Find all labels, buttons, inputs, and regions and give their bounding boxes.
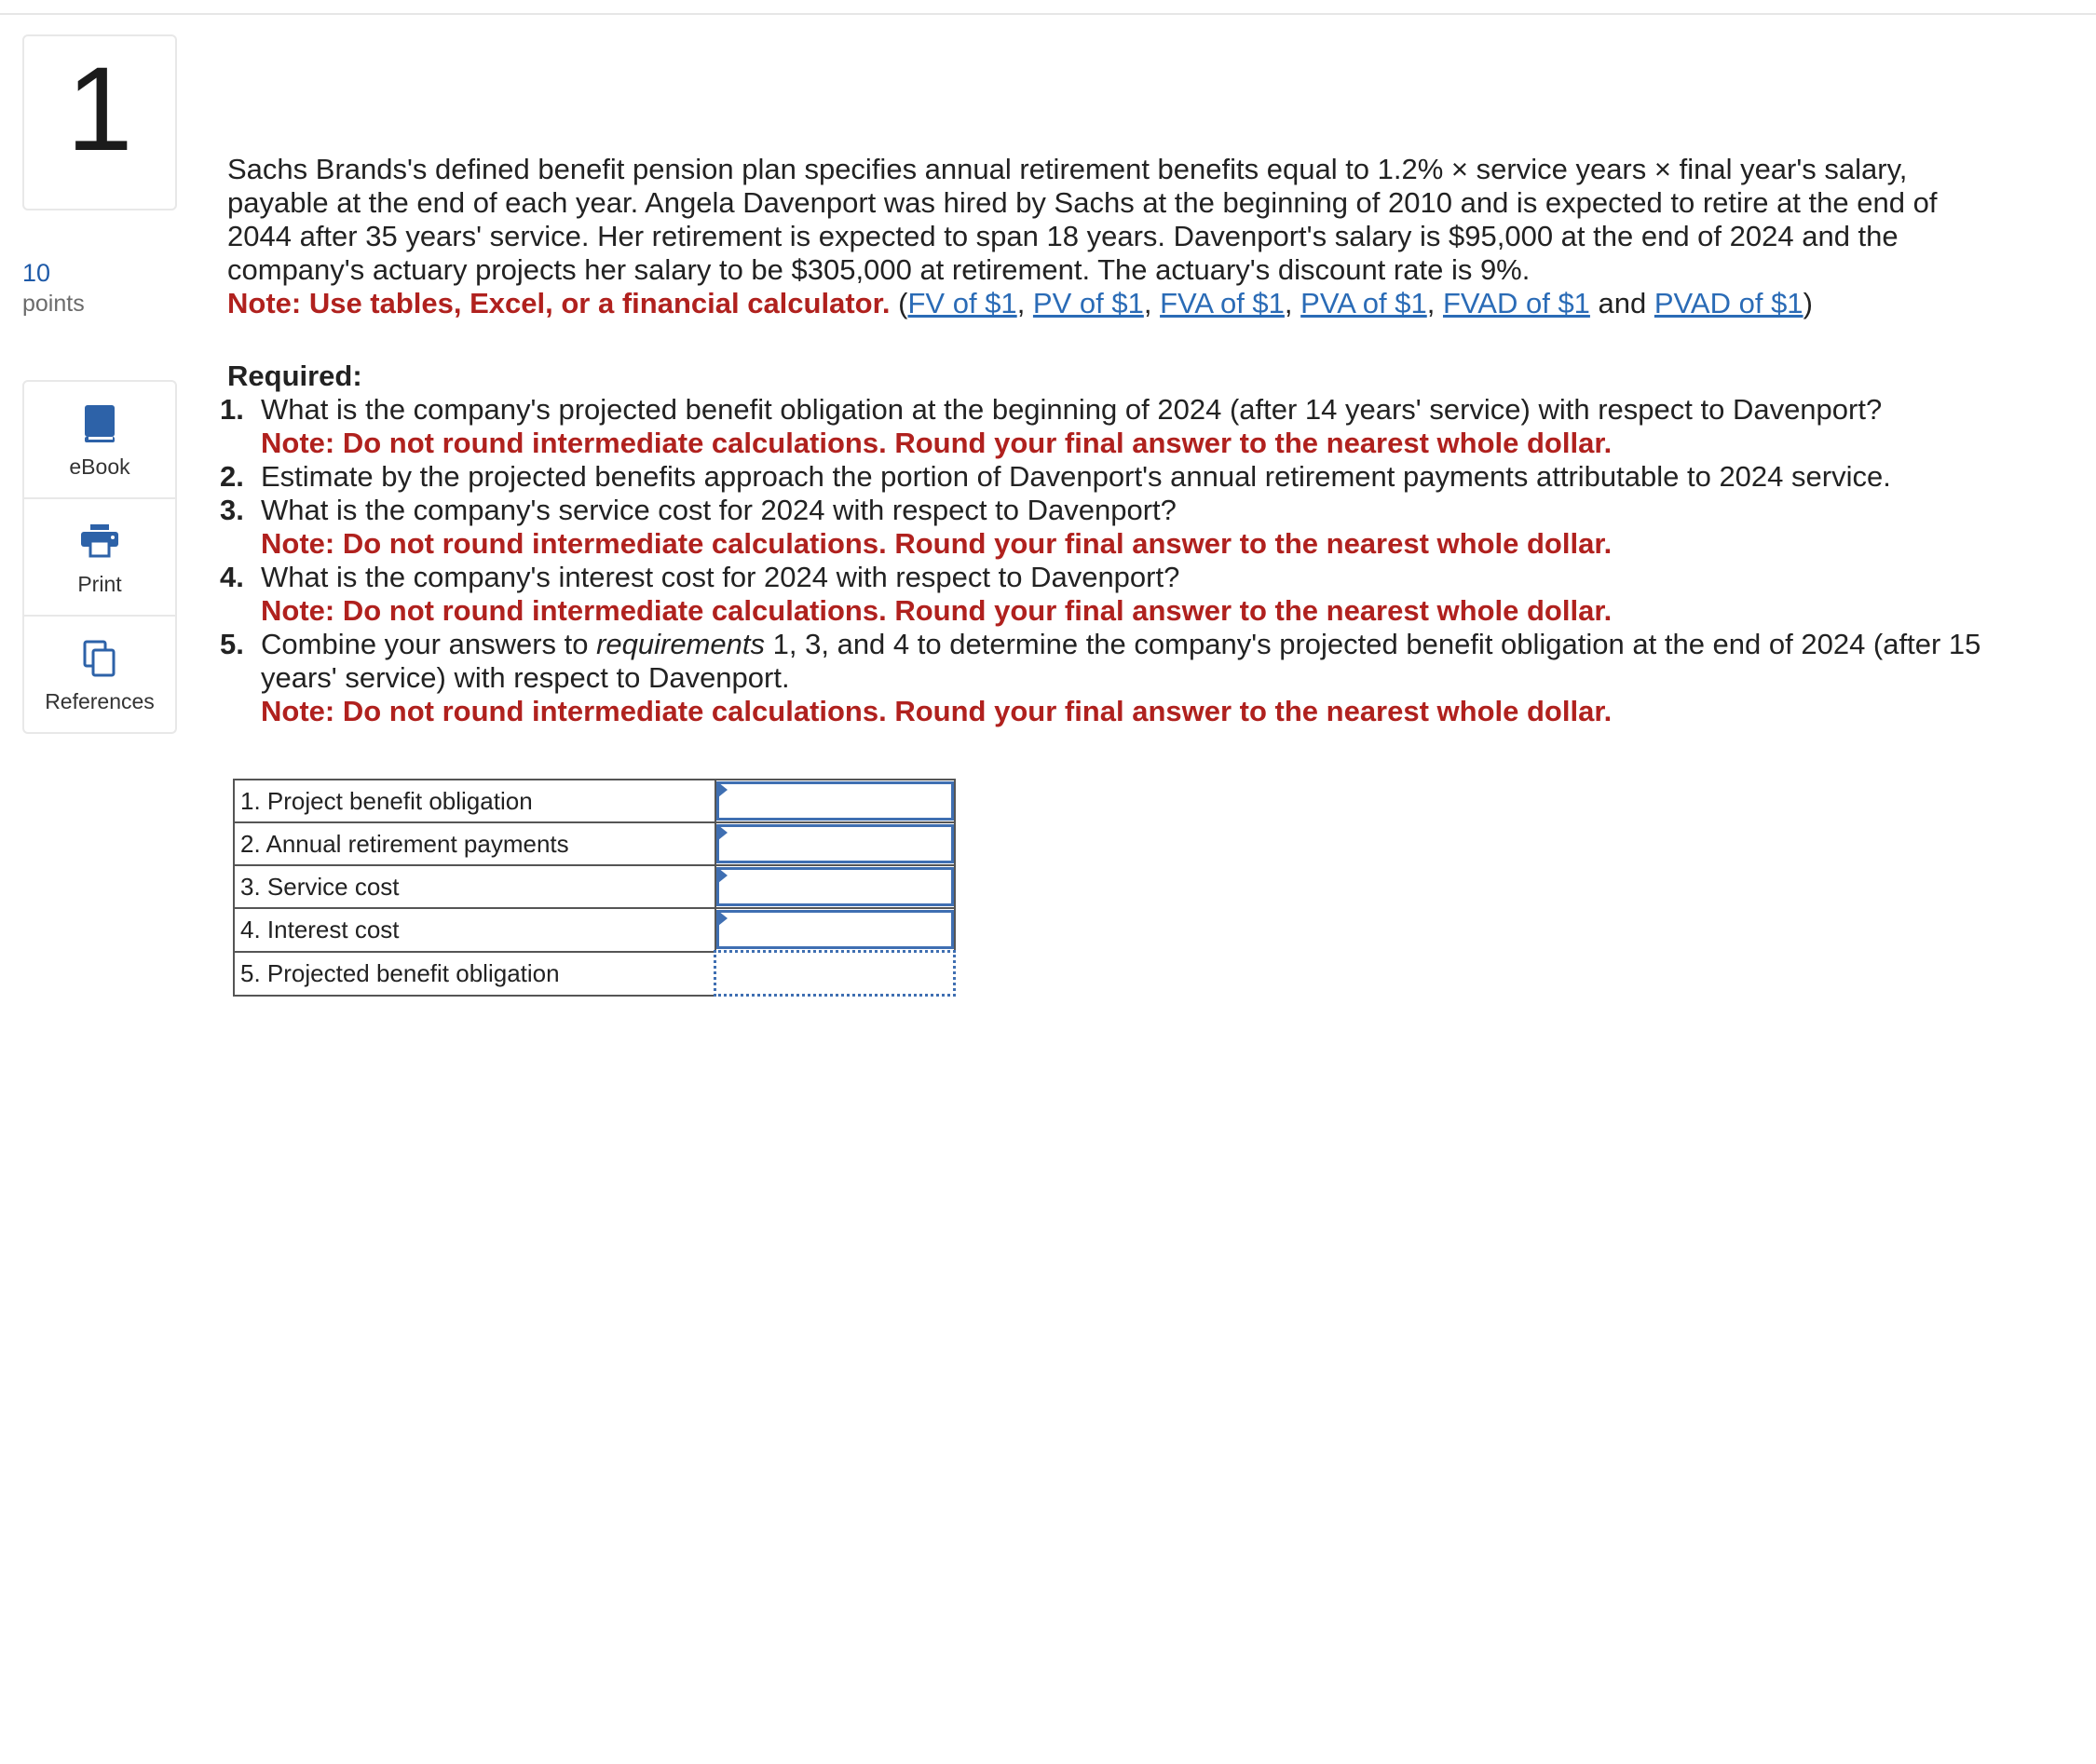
requirement-item [220, 494, 1997, 561]
link-sep: , [1426, 287, 1443, 319]
requirement-item [220, 460, 1997, 494]
cell-marker-icon [718, 868, 728, 883]
table-row [234, 952, 955, 996]
cell-marker-icon [718, 825, 728, 840]
annual-retirement-payments-input[interactable] [716, 824, 954, 863]
link-pvad-of-1[interactable]: PVAD of $1 [1654, 287, 1803, 319]
answer-cell [715, 865, 955, 908]
pbo-beginning-input[interactable] [716, 781, 954, 821]
question-number-card [22, 34, 177, 210]
required-heading: Required: [227, 360, 362, 392]
requirement-note: Note: Do not round intermediate calculations. Round your final answer to the nearest whole dollar. [261, 695, 1613, 727]
link-sep: , [1284, 287, 1301, 319]
cell-marker-icon [718, 782, 728, 797]
ebook-button[interactable] [24, 382, 175, 499]
requirement-text: What is the company's interest cost for 2024 with respect to Davenport? [261, 561, 1180, 593]
cell-marker-icon [718, 911, 728, 926]
link-fvad-of-1[interactable]: FVAD of $1 [1442, 287, 1590, 319]
problem-note: Note: Use tables, Excel, or a financial calculator. [227, 287, 891, 319]
requirement-note: Note: Do not round intermediate calculations. Round your final answer to the nearest whole dollar. [261, 527, 1613, 560]
requirement-number: 5. [220, 628, 244, 660]
answer-cell [715, 822, 955, 865]
printer-icon [79, 518, 120, 564]
copy-icon [81, 635, 118, 682]
requirement-text-pre: Combine your answers to [261, 628, 597, 660]
row-label: 5. Projected benefit obligation [234, 952, 715, 996]
pbo-end-input[interactable] [716, 954, 953, 993]
requirement-text-em: requirements [596, 628, 766, 660]
link-sep: , [1143, 287, 1161, 319]
requirement-number: 2. [220, 460, 244, 493]
table-row [234, 908, 955, 952]
requirement-number: 1. [220, 393, 244, 426]
requirement-item [220, 393, 1997, 460]
requirement-text: What is the company's projected benefit obligation at the beginning of 2024 (after 14 years' service) with respect to Davenport? [261, 393, 1883, 426]
top-divider [0, 13, 2096, 15]
table-row [234, 865, 955, 908]
requirement-text-post: 1, 3, and 4 to determine the company's projected benefit obligation at the end of 2024 (after 15 years' service) with respect to Davenport. [261, 628, 1981, 694]
points-value: 10 [22, 259, 51, 287]
question-body [220, 153, 1997, 728]
problem-text: Sachs Brands's defined benefit pension plan specifies annual retirement benefits equal to 1.2% × service years × final year's salary, payable at the end of each year. Angela Davenport was hired by Sachs at the beginning of 2010 and is expected to retire at the end of 2044 after 35 years' service. Her retirement is expected to span 18 years. Davenport's salary is $95,000 at the end of 2024 and the company's actuary projects her salary to be $305,000 at retirement. The actuary's discount rate is 9%. [227, 153, 1938, 286]
answer-cell [715, 952, 955, 996]
link-pva-of-1[interactable]: PVA of $1 [1300, 287, 1427, 319]
book-icon [81, 400, 118, 447]
row-label: 2. Annual retirement payments [234, 822, 715, 865]
link-and: and [1589, 287, 1654, 319]
link-sep: , [1016, 287, 1033, 319]
requirement-number: 3. [220, 494, 244, 526]
requirement-note: Note: Do not round intermediate calculations. Round your final answer to the nearest whole dollar. [261, 427, 1613, 459]
requirements-list [220, 393, 1997, 728]
links-open: ( [898, 287, 908, 319]
row-label: 4. Interest cost [234, 908, 715, 952]
tool-panel [22, 380, 177, 734]
interest-cost-input[interactable] [716, 910, 954, 949]
answer-cell [715, 908, 955, 952]
requirement-number: 4. [220, 561, 244, 593]
link-fv-of-1[interactable]: FV of $1 [907, 287, 1017, 319]
requirement-text: What is the company's service cost for 2024 with respect to Davenport? [261, 494, 1177, 526]
points-label: points [22, 291, 85, 317]
requirement-note: Note: Do not round intermediate calculations. Round your final answer to the nearest whole dollar. [261, 594, 1613, 627]
links-close: ) [1803, 287, 1813, 319]
table-row [234, 822, 955, 865]
service-cost-input[interactable] [716, 867, 954, 906]
answer-cell [715, 780, 955, 822]
answer-table [233, 779, 956, 997]
requirement-text: Estimate by the projected benefits approach the portion of Davenport's annual retirement payments attributable to 2024 service. [261, 460, 1891, 493]
question-number: 1 [66, 42, 133, 176]
print-label: Print [77, 571, 122, 596]
print-button[interactable] [24, 499, 175, 617]
requirement-item [220, 561, 1997, 628]
requirement-item [220, 628, 1997, 728]
row-label: 1. Project benefit obligation [234, 780, 715, 822]
row-label: 3. Service cost [234, 865, 715, 908]
references-label: References [45, 688, 155, 713]
table-row [234, 780, 955, 822]
references-button[interactable] [24, 617, 175, 732]
link-pv-of-1[interactable]: PV of $1 [1032, 287, 1144, 319]
link-fva-of-1[interactable]: FVA of $1 [1160, 287, 1285, 319]
ebook-label: eBook [69, 454, 130, 479]
problem-statement [227, 153, 1997, 320]
